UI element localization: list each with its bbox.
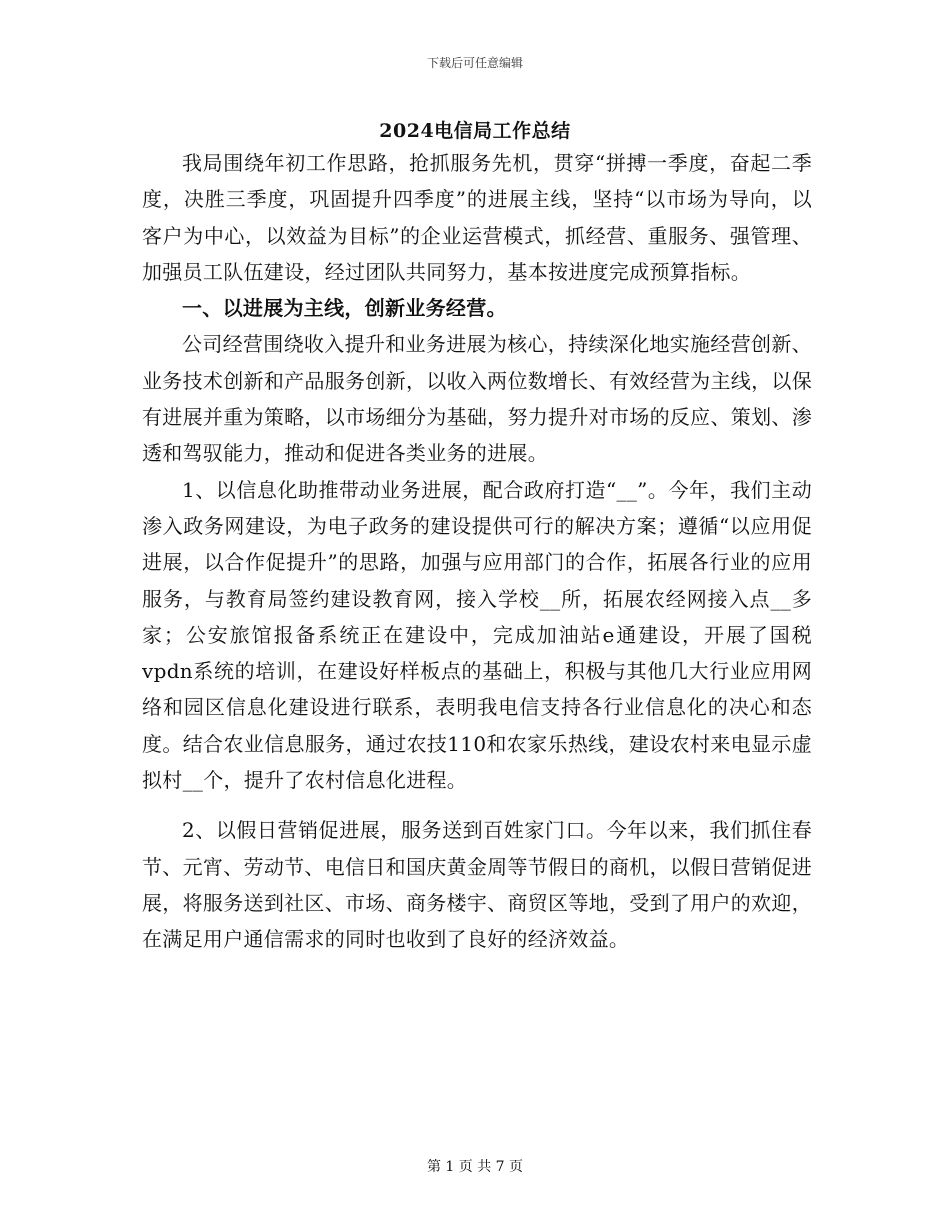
section-1-paragraph: 公司经营围绕收入提升和业务进展为核心，持续深化地实施经营创新、业务技术创新和产品服务创新，以收入两位数增长、有效经营为主线，以保有进展并重为策略，以市场细分为基础，努力提升对市场的反应、策划、渗透和驾驭能力，推动和促进各类业务的进展。 xyxy=(142,332,812,466)
document-title: 2024电信局工作总结 xyxy=(379,120,571,142)
page-number: 第 1 页 共 7 页 xyxy=(426,1159,524,1175)
intro-paragraph: 我局围绕年初工作思路，抢抓服务先机，贯穿“拼搏一季度，奋起二季度，决胜三季度，巩固提升四季度”的进展主线，坚持“以市场为导向，以客户为中心，以效益为目标”的企业运营模式，抓经营、重服务、强管理、加强员工队伍建设，经过团队共同努力，基本按进度完成预算指标。 xyxy=(142,151,812,284)
item-1-paragraph: 1、以信息化助推带动业务进展，配合政府打造“__”。今年，我们主动渗入政务网建设，为电子政务的建设提供可行的解决方案；遵循“以应用促进展，以合作促提升”的思路，加强与应用部门的合作，拓展各行业的应用服务，与教育局签约建设教育网，接入学校__所，拓展农经网接入点__多家；公安旅馆报备系统正在建设中，完成加油站e通建设，开展了国税vpdn系统的培训，在建设好样板点的基础上，积极与其他几大行业应用网络和园区信息化建设进行联系，表明我电信支持各行业信息化的决心和态度。结合农业信息服务，通过农技110和农家乐热线，建设农村来电显示虚拟村__个，提升了农村信息化进程。 xyxy=(142,477,812,793)
page-header-note: 下载后可任意编辑 xyxy=(426,56,523,70)
item-2-paragraph: 2、以假日营销促进展，服务送到百姓家门口。今年以来，我们抓住春节、元宵、劳动节、电信日和国庆黄金周等节假日的商机，以假日营销促进展，将服务送到社区、市场、商务楼宇、商贸区等地，受到了用户的欢迎，在满足用户通信需求的同时也收到了良好的经济效益。 xyxy=(142,818,812,952)
section-heading-1: 一、以进展为主线，创新业务经营。 xyxy=(182,296,507,321)
document-body xyxy=(142,145,812,958)
